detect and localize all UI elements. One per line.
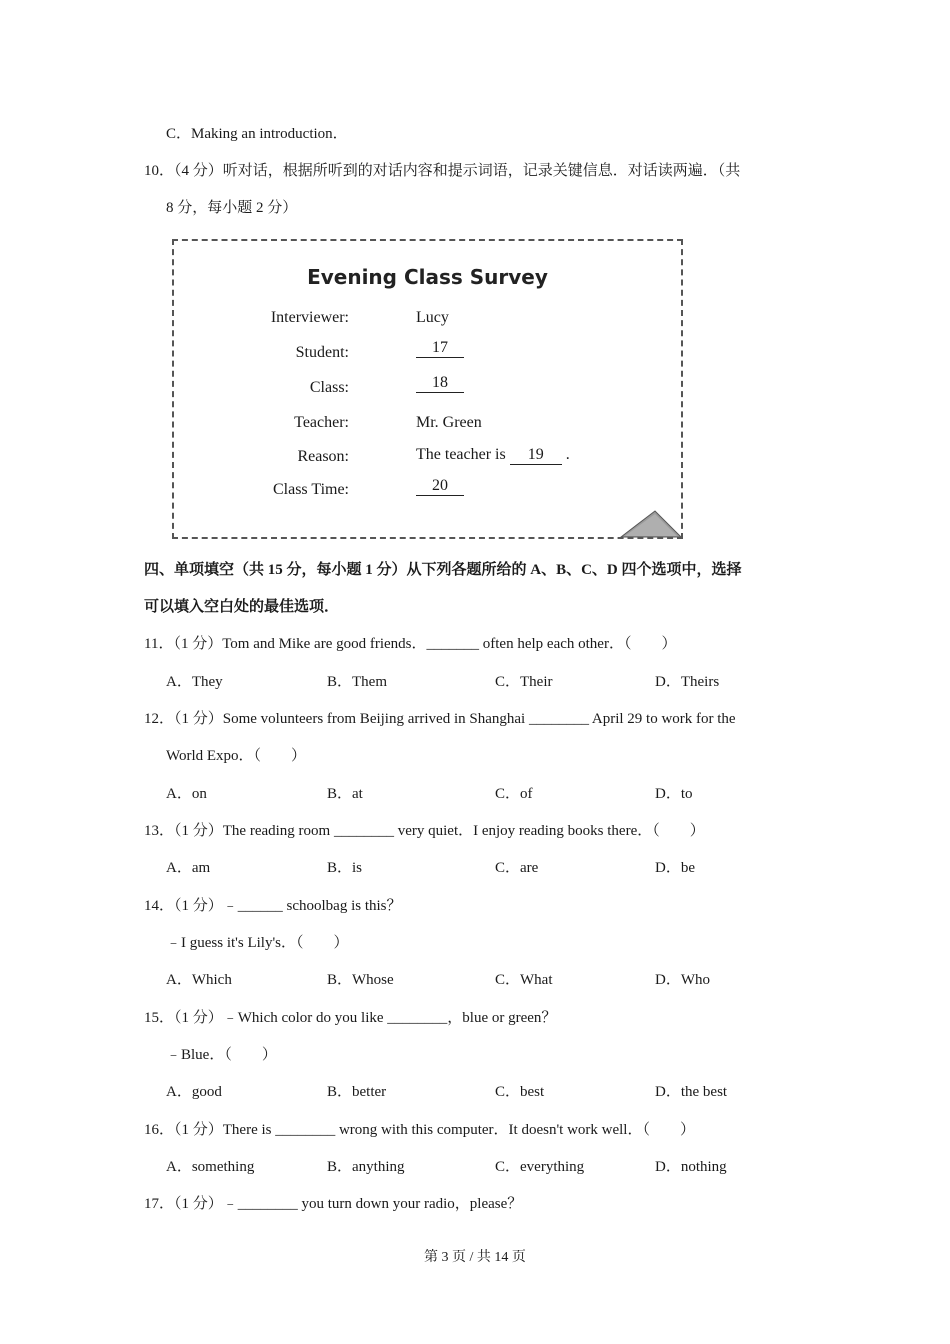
survey-card [172,239,683,539]
q14-option-c: C．What [495,972,553,988]
q16-option-b: B．anything [327,1159,405,1175]
q16-option-c: C．everything [495,1159,585,1175]
survey-value-interviewer: Lucy [416,309,449,326]
blank-18: 18 [416,374,464,393]
q11-stem: 11．（1 分）Tom and Mike are good friends．_______ often help each other．（ ） [144,636,677,652]
q12-stem-line1: 12．（1 分）Some volunteers from Beijing arrived in Shanghai ________ April 29 to work for the [144,711,736,727]
q15-option-d: D．the best [655,1084,728,1100]
q16-option-d: D．nothing [655,1159,727,1175]
q13-option-b: B．is [327,860,363,876]
q13-option-d: D．be [655,860,695,876]
q12-option-b: B．at [327,786,363,802]
page-footer: 第 3 页 / 共 14 页 [424,1250,526,1265]
q9-option-c: C．Making an introduction． [166,126,348,142]
reason-prefix: The teacher is [416,446,506,463]
blank-17: 17 [416,339,464,358]
q15-stem-line1: 15．（1 分）﹣Which color do you like ________，blue or green？ [144,1010,557,1026]
q11-option-a: A．They [166,674,223,690]
q14-stem-line1: 14．（1 分）﹣______ schoolbag is this？ [144,898,402,914]
section4-line1: 四、单项填空（共 15 分，每小题 1 分）从下列各题所给的 A、B、C、D 四个选项中，选择 [144,562,742,578]
section4-line2: 可以填入空白处的最佳选项． [144,599,340,615]
q11-option-b: B．Them [327,674,387,690]
q14-option-b: B．Whose [327,972,394,988]
survey-label-class-time: Class Time: [272,481,349,498]
survey-label-student: Student: [295,344,349,361]
q16-stem: 16．（1 分）There is ________ wrong with this computer．It doesn't work well．（ ） [144,1122,695,1138]
q10-line2: 8 分，每小题 2 分） [166,200,298,216]
q17-stem: 17．（1 分）﹣________ you turn down your radio，please？ [144,1196,523,1212]
q14-stem-line2: ﹣I guess it's Lily's．（ ） [166,935,349,951]
blank-20: 20 [416,477,464,496]
q16-option-a: A．something [166,1159,255,1175]
q14-option-a: A．Which [166,972,232,988]
q15-option-c: C．best [495,1084,545,1100]
q14-option-d: D．Who [655,972,710,988]
survey-value-student [416,339,464,358]
survey-value-class-time [416,477,464,496]
q12-stem-line2: World Expo．（ ） [166,748,307,764]
q13-option-c: C．are [495,860,539,876]
survey-title: Evening Class Survey [307,265,548,289]
reason-suffix: . [565,446,570,463]
q10-line1: 10．（4 分）听对话，根据所听到的对话内容和提示词语，记录关键信息．对话读两遍．（共 [144,163,741,179]
q15-option-b: B．better [327,1084,387,1100]
survey-label-interviewer: Interviewer: [270,309,349,326]
survey-value-class [416,374,464,393]
q11-option-d: D．Theirs [655,674,720,690]
q13-option-a: A．am [166,860,211,876]
survey-label-teacher: Teacher: [294,414,349,431]
survey-value-teacher: Mr. Green [416,414,482,431]
survey-value-reason [416,446,570,465]
survey-label-class: Class: [309,379,349,396]
q11-option-c: C．Their [495,674,553,690]
q15-option-a: A．good [166,1084,222,1100]
blank-19: 19 [510,446,562,465]
survey-label-reason: Reason: [297,448,349,465]
q12-option-c: C．of [495,786,533,802]
q13-stem: 13．（1 分）The reading room ________ very quiet．I enjoy reading books there．（ ） [144,823,705,839]
q15-stem-line2: ﹣Blue．（ ） [166,1047,277,1063]
page-curl-icon [619,509,683,539]
q12-option-a: A．on [166,786,207,802]
q12-option-d: D．to [655,786,693,802]
